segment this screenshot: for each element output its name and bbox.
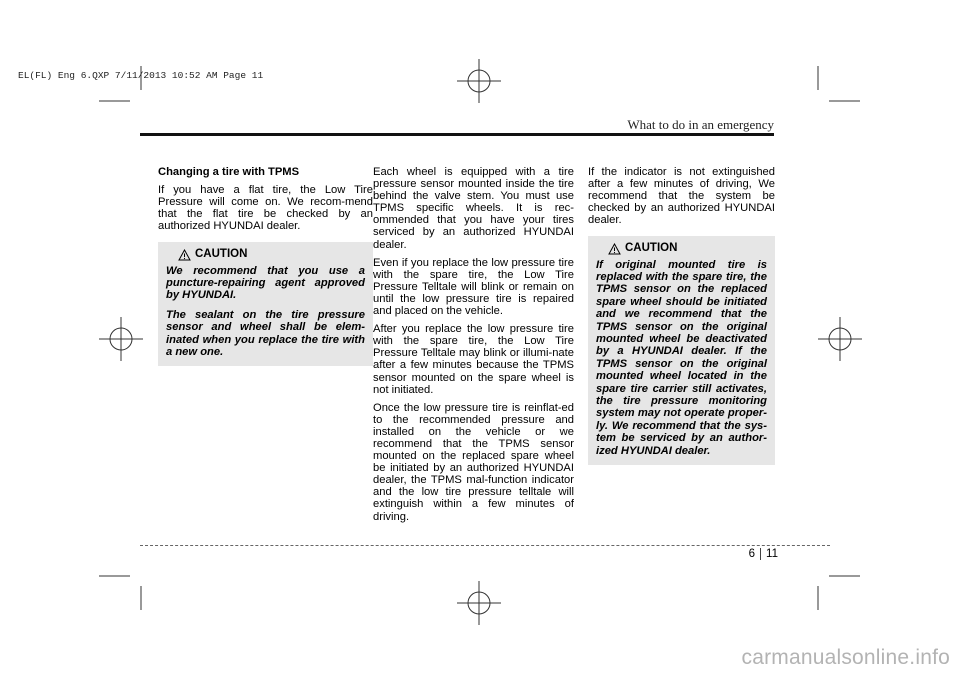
registration-mark-top	[455, 57, 503, 105]
caution-title: CAUTION	[625, 242, 678, 255]
subheading: Changing a tire with TPMS	[158, 166, 300, 178]
caution-header	[166, 248, 365, 260]
caution-box	[158, 242, 373, 366]
section-title: What to do in an emergency	[627, 117, 774, 132]
page-number-value: 11	[766, 548, 778, 560]
caution-header	[596, 242, 767, 254]
body-paragraph: Once the low pressure tire is reinflat-ed to the recommended pressure and installed on the vehicle or we recommend that the TPMS sensor mounted on the replaced spare wheel be initiated by an authorized HYUNDAI dealer, the TPMS mal-function indicator and the low tire pressure telltale will extinguish within a few minutes of driving.	[373, 401, 574, 523]
caution-title: CAUTION	[195, 248, 248, 261]
watermark: carmanualsonline.info	[741, 646, 950, 669]
header-rule	[140, 133, 774, 136]
caution-text: We recommend that you use a puncture-repairing agent approved by HYUNDAI.	[166, 264, 365, 302]
column-2	[373, 166, 574, 529]
registration-mark-right	[816, 315, 864, 363]
body-paragraph: Each wheel is equipped with a tire pressure sensor mounted inside the tire behind the valve stem. You must use TPMS specific wheels. It is rec-ommended that you have your tires serviced by an authorized HYUNDAI dealer.	[373, 166, 574, 251]
chapter-number: 6	[749, 548, 761, 560]
column-1	[158, 166, 373, 366]
body-paragraph: If you have a flat tire, the Low Tire Pressure will come on. We recom-mend that the flat tire be checked by an authorized HYUNDAI dealer.	[158, 184, 373, 233]
body-paragraph: Even if you replace the low pressure tire with the spare tire, the Low Tire Pressure Telltale will blink or remain on until the low pressure tire is repaired and placed on the vehicle.	[373, 256, 574, 318]
caution-text: The sealant on the tire pressure sensor and wheel shall be elem-inated when you replace the tire with a new one.	[166, 308, 365, 358]
caution-text: If original mounted tire is replaced with the spare tire, the TPMS sensor on the replaced spare wheel should be initiated and we recommend that the TPMS sensor on the original mounted wheel be deactivated by a HYUNDAI dealer. If the TPMS sensor on the original mounted wheel located in the spare tire carrier still activates, the tire pressure monitoring system may not operate proper-ly. We recommend that the sys-tem be serviced by an author-ized HYUNDAI dealer.	[596, 258, 767, 457]
column-3	[588, 166, 775, 465]
warning-triangle-icon	[608, 243, 621, 255]
page-number	[749, 548, 778, 560]
print-slug: EL(FL) Eng 6.QXP 7/11/2013 10:52 AM Page 11	[18, 70, 264, 81]
registration-mark-left	[97, 315, 145, 363]
body-paragraph: After you replace the low pressure tire with the spare tire, the Low Tire Pressure Telltale may blink or illumi-nate after a few minutes because the TPMS sensor mounted on the spare wheel is not initiated.	[373, 323, 574, 396]
body-paragraph: If the indicator is not extinguished after a few minutes of driving, We recommend that the system be checked by an authorized HYUNDAI dealer.	[588, 166, 775, 227]
registration-mark-bottom	[455, 579, 503, 627]
footer-rule	[140, 545, 830, 546]
warning-triangle-icon	[178, 249, 191, 261]
caution-box	[588, 236, 775, 465]
